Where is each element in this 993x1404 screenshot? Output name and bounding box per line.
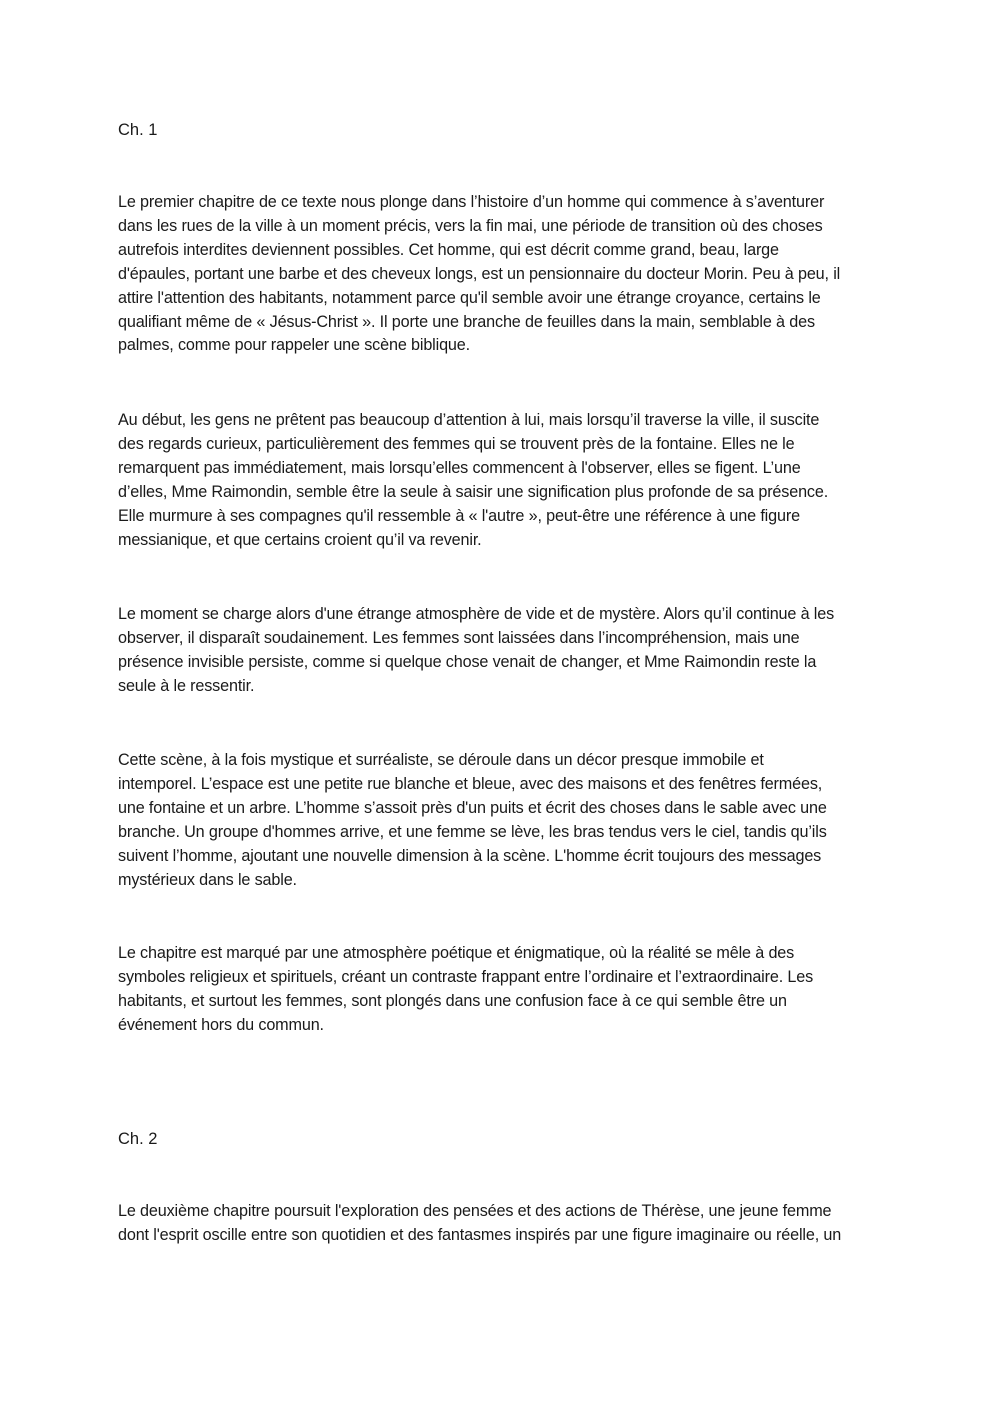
text-line: dont l'esprit oscille entre son quotidien et des fantasmes inspirés par une figure imaginaire ou réelle, un <box>118 1225 842 1244</box>
chapter-1-paragraph-4 <box>118 749 878 892</box>
chapter-2-heading: Ch. 2 <box>118 1130 158 1148</box>
text-line: des regards curieux, particulièrement des femmes qui se trouvent près de la fontaine. Elles ne le <box>118 434 795 453</box>
text-line: Le chapitre est marqué par une atmosphère poétique et énigmatique, où la réalité se mêle à des <box>118 944 795 962</box>
text-line: palmes, comme pour rappeler une scène biblique. <box>118 336 470 355</box>
text-line: événement hors du commun. <box>118 1015 324 1034</box>
text-line: Elle murmure à ses compagnes qu'il ressemble à « l'autre », peut-être une référence à une figure <box>118 506 800 525</box>
text-line: d’elles, Mme Raimondin, semble être la seule à saisir une signification plus profonde de sa présence. <box>118 482 829 501</box>
text-line: Cette scène, à la fois mystique et surréaliste, se déroule dans un décor presque immobile et <box>118 751 764 769</box>
text-line: branche. Un groupe d'hommes arrive, et une femme se lève, les bras tendus vers le ciel, tandis qu’ils <box>118 822 827 841</box>
text-line: Le moment se charge alors d'une étrange atmosphère de vide et de mystère. Alors qu’il continue à les <box>118 605 835 623</box>
text-line: suivent l’homme, ajoutant une nouvelle dimension à la scène. L'homme écrit toujours des messages <box>118 846 822 865</box>
text-line: dans les rues de la ville à un moment précis, vers la fin mai, une période de transition où des choses <box>118 216 823 235</box>
text-line: Le premier chapitre de ce texte nous plonge dans l’histoire d’un homme qui commence à s’aventurer <box>118 193 825 211</box>
text-line: mystérieux dans le sable. <box>118 870 297 889</box>
chapter-1-paragraph-2 <box>118 409 878 552</box>
chapter-1-paragraph-1 <box>118 191 878 358</box>
text-line: messianique, et que certains croient qu’il va revenir. <box>118 530 482 549</box>
text-line: une fontaine et un arbre. L’homme s’assoit près d'un puits et écrit des choses dans le sable avec une <box>118 798 827 817</box>
text-line: qualifiant même de « Jésus-Christ ». Il porte une branche de feuilles dans la main, semblable à des <box>118 312 815 331</box>
chapter-1-paragraph-3 <box>118 603 878 699</box>
text-line: remarquent pas immédiatement, mais lorsqu’elles commencent à l'observer, elles se figent. L’une <box>118 458 801 477</box>
text-line: seule à le ressentir. <box>118 676 255 695</box>
text-line: Au début, les gens ne prêtent pas beaucoup d’attention à lui, mais lorsqu’il traverse la ville, il suscite <box>118 411 820 429</box>
text-line: Le deuxième chapitre poursuit l'exploration des pensées et des actions de Thérèse, une jeune femme <box>118 1202 832 1220</box>
text-line: autrefois interdites deviennent possibles. Cet homme, qui est décrit comme grand, beau, large <box>118 240 779 259</box>
text-line: habitants, et surtout les femmes, sont plongés dans une confusion face à ce qui semble être un <box>118 991 787 1010</box>
text-line: observer, il disparaît soudainement. Les femmes sont laissées dans l’incompréhension, mais une <box>118 628 800 647</box>
chapter-1-paragraph-5 <box>118 942 878 1038</box>
chapter-1-heading: Ch. 1 <box>118 121 158 139</box>
chapter-2-paragraph-1 <box>118 1200 878 1248</box>
text-line: présence invisible persiste, comme si quelque chose venait de changer, et Mme Raimondin reste la <box>118 652 817 671</box>
text-line: intemporel. L’espace est une petite rue blanche et bleue, avec des maisons et des fenêtres fermées, <box>118 774 823 793</box>
text-line: symboles religieux et spirituels, créant un contraste frappant entre l’ordinaire et l’extraordinaire. Les <box>118 967 814 986</box>
text-line: attire l'attention des habitants, notamment parce qu'il semble avoir une étrange croyance, certains le <box>118 288 821 307</box>
text-line: d'épaules, portant une barbe et des cheveux longs, est un pensionnaire du docteur Morin. Peu à peu, il <box>118 264 841 283</box>
